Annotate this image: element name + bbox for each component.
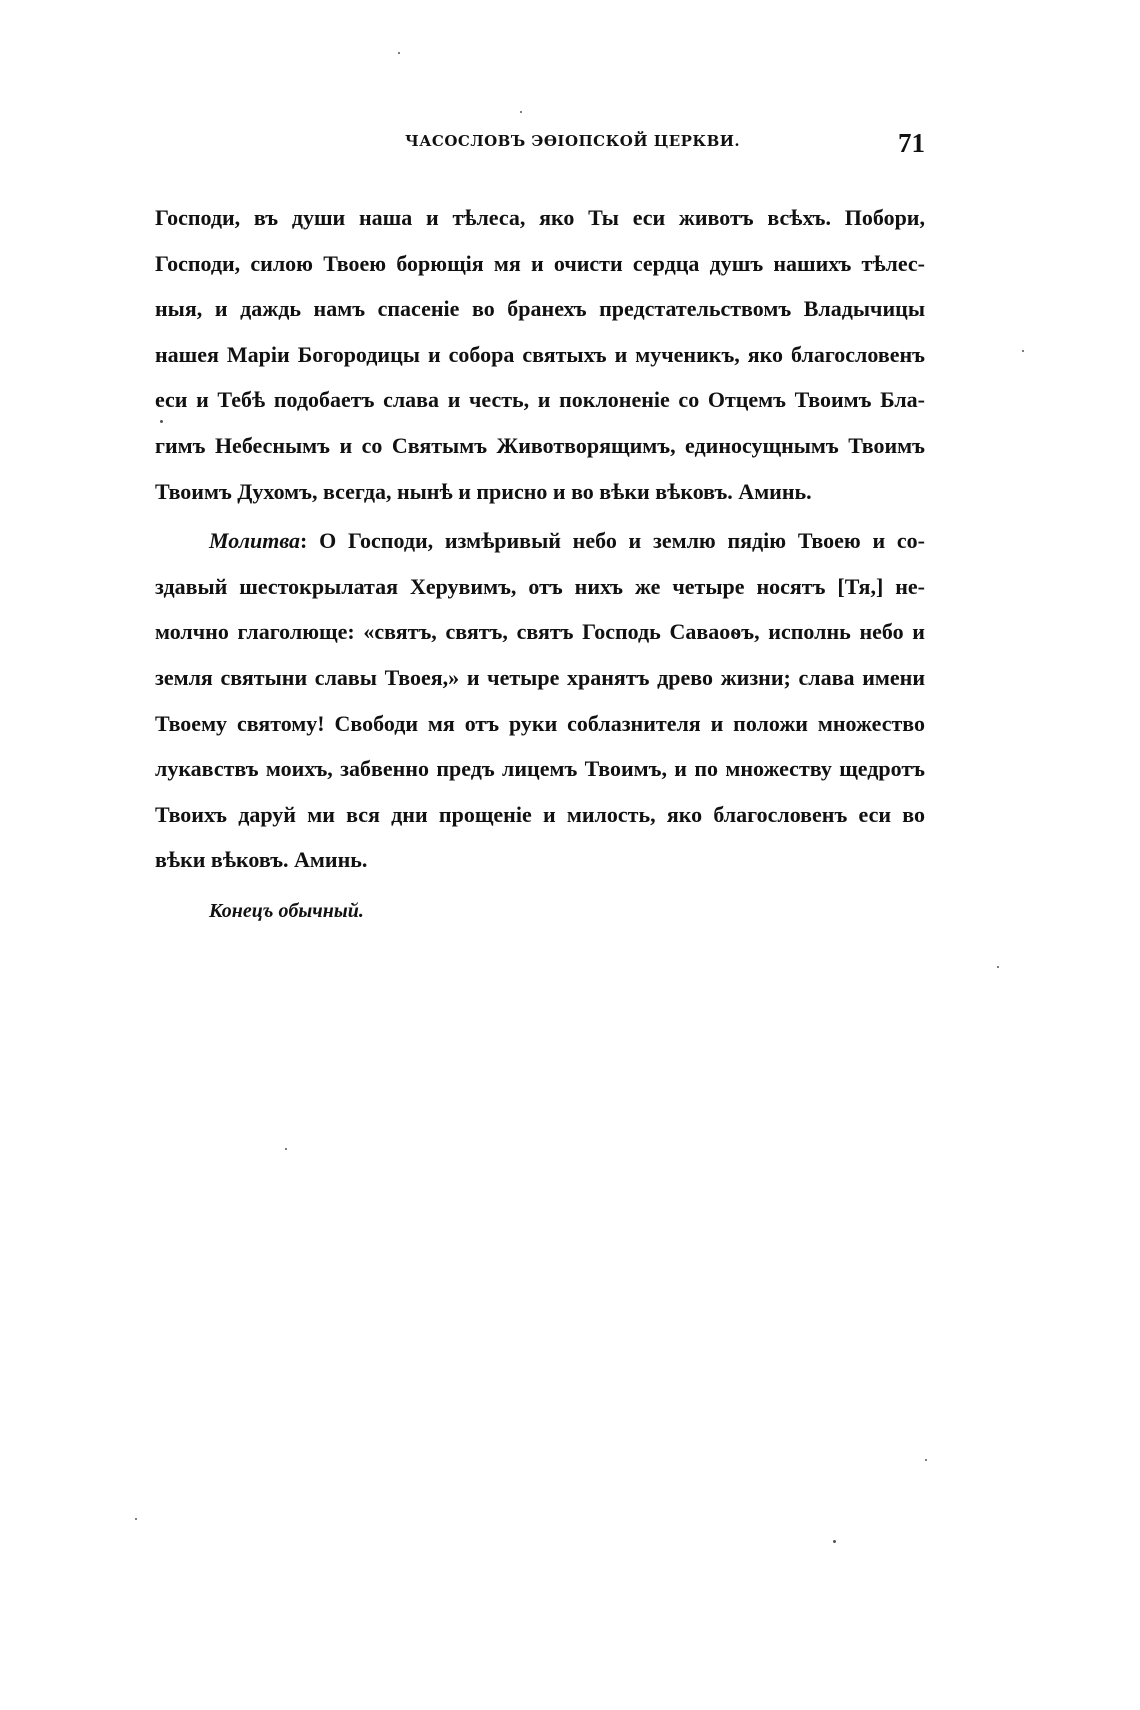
- body-text: [155, 195, 925, 934]
- text-line: земля святыни славы Твоея,» и четыре хранятъ древо жизни; слава имени: [155, 664, 925, 690]
- print-speck: [833, 1540, 836, 1543]
- text-line-first: [155, 518, 925, 564]
- text-line: молчно глаголюще: «святъ, святъ, святъ Господь Саваоѳъ, исполнь небо и: [155, 619, 925, 645]
- text-line: Твоихъ даруй ми вся дни прощеніе и милость, яко благословенъ еси во: [155, 801, 925, 827]
- print-speck: [520, 111, 522, 113]
- paragraph-1: [155, 195, 925, 514]
- text-line: гимъ Небеснымъ и со Святымъ Животворящимъ, единосущнымъ Твоимъ: [155, 432, 925, 458]
- text-line: Господи, въ души наша и тѣлеса, яко Ты еси животъ всѣхъ. Побори,: [155, 205, 925, 230]
- text-line: Твоему святому! Свободи мя отъ руки соблазнителя и положи множество: [155, 710, 925, 736]
- text-line-rest: : О Господи, измѣривый небо и землю пядію Твоею и со-: [300, 528, 925, 554]
- print-speck: [925, 1459, 927, 1461]
- text-line: нашея Маріи Богородицы и собора святыхъ и мученикъ, яко благословенъ: [155, 341, 925, 367]
- text-line: еси и Тебѣ подобаетъ слава и честь, и поклоненіе со Отцемъ Твоимъ Бла-: [155, 387, 925, 413]
- print-speck: [1022, 350, 1024, 352]
- text-line: лукавствъ моихъ, забвенно предъ лицемъ Твоимъ, и по множеству щедротъ: [155, 756, 925, 782]
- running-head: [155, 128, 925, 168]
- text-line: Господи, силою Твоею борющія мя и очисти сердца душъ нашихъ тѣлес-: [155, 250, 925, 276]
- ending-note: Конецъ обычный.: [209, 899, 364, 922]
- page-number: 71: [898, 128, 925, 158]
- text-line: здавый шестокрылатая Херувимъ, отъ нихъ же четыре носятъ [Тя,] не-: [155, 573, 925, 599]
- prayer-label: Молитва: [209, 528, 301, 554]
- text-line: ныя, и даждь намъ спасеніе во бранехъ предстательствомъ Владычицы: [155, 296, 925, 322]
- text-line: вѣки вѣковъ. Аминь.: [155, 847, 368, 873]
- running-title: ЧАСОСЛОВЪ ЭѲІОПСКОЙ ЦЕРКВИ.: [405, 132, 741, 150]
- print-speck: [997, 966, 999, 968]
- text-line: Твоимъ Духомъ, всегда, нынѣ и присно и во вѣки вѣковъ. Аминь.: [155, 478, 812, 504]
- print-speck: [135, 1518, 137, 1520]
- print-speck: [398, 52, 400, 54]
- print-speck: [285, 1148, 287, 1150]
- paragraph-2: [155, 518, 925, 883]
